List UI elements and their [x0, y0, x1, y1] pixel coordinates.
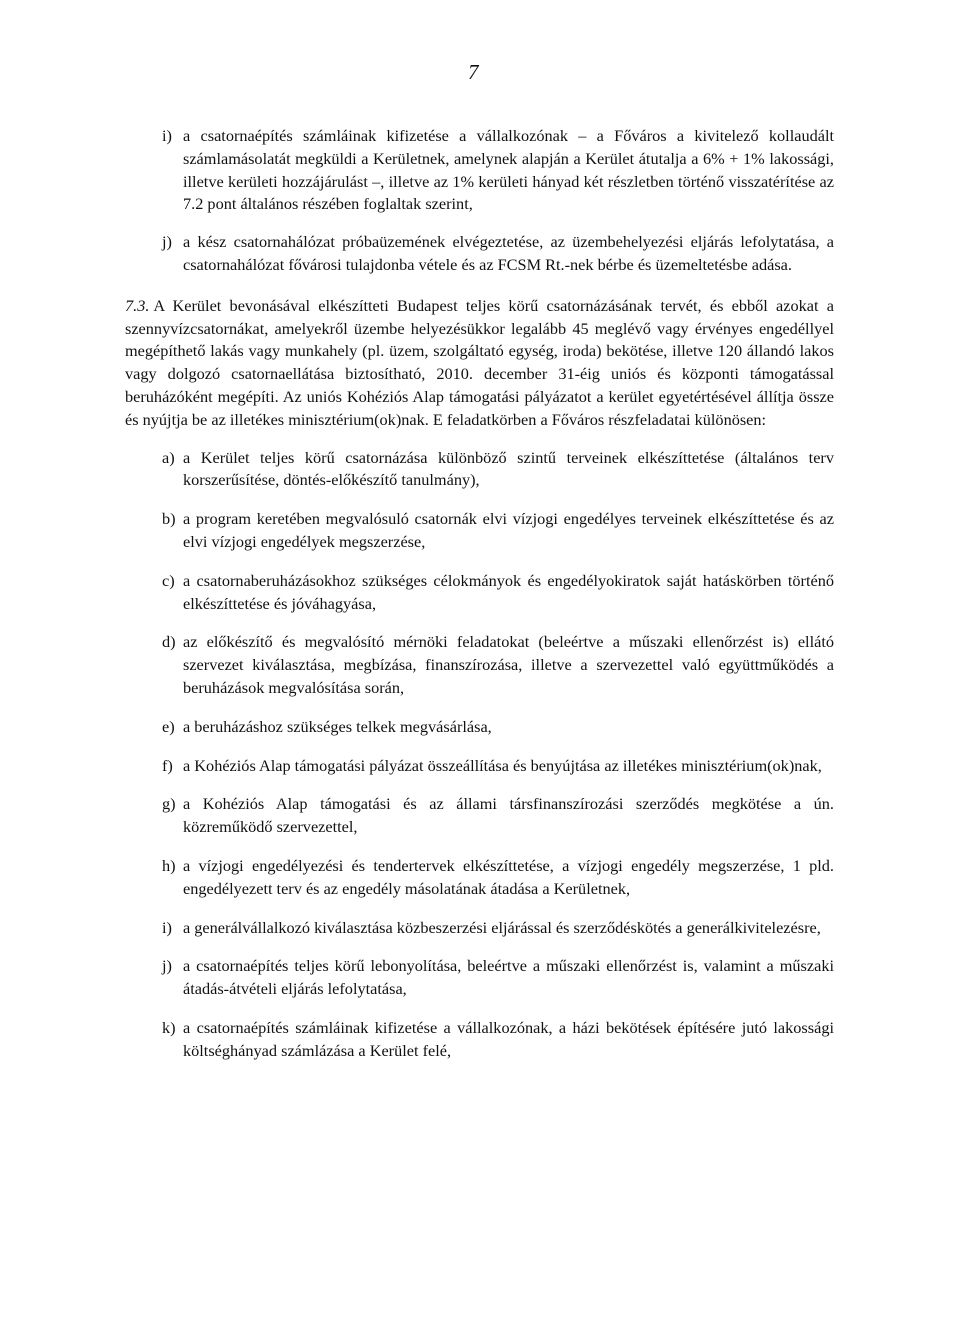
list-item-label: e) — [162, 716, 175, 736]
list-item — [162, 793, 834, 839]
list-item-text: a csatornaberuházásokhoz szükséges célokmányok és engedélyokiratok saját hatáskörben történő elkészíttetése és jóváhagyása, — [183, 570, 834, 613]
list-item-label: a) — [162, 447, 175, 467]
list-item — [162, 570, 834, 616]
list-item — [162, 917, 834, 940]
list-item — [162, 716, 834, 739]
page-number: 7 — [468, 60, 479, 84]
list-item-i — [162, 125, 834, 216]
section-number: 7.3. — [125, 295, 150, 315]
list-item-label: j) — [162, 232, 172, 252]
list-item-label: b) — [162, 509, 176, 529]
list-item — [162, 855, 834, 901]
list-item-text: az előkészítő és megvalósító mérnöki feladatokat (beleértve a műszaki ellenőrzést is) ellátó szervezet kiválasztása, megbízása, finanszírozása, illetve a szervezettel való együttműködés a beruházások megvalósítása során, — [183, 632, 834, 697]
list-item-label: f) — [162, 755, 173, 775]
list-item-text: a kész csatornahálózat próbaüzemének elvégeztetése, az üzembehelyezési eljárás lefolytatása, a csatornahálózat fővárosi tulajdonba vétele és az FCSM Rt.-nek bérbe és üzemeltetésbe adása. — [183, 232, 834, 274]
list-item-label: j) — [162, 956, 172, 976]
list-item-text: a csatornaépítés számláinak kifizetése a vállalkozónak, a házi bekötések építésére jutó lakossági költséghányad számlázása a Kerület felé, — [183, 1017, 834, 1060]
subtask-list — [162, 447, 834, 1063]
list-item — [162, 1017, 834, 1063]
section-7-3 — [125, 295, 834, 432]
list-item — [162, 955, 834, 1001]
list-item — [162, 447, 834, 493]
list-item-text: a Kohéziós Alap támogatási pályázat összeállítása és benyújtása az illetékes minisztérium(ok)nak, — [183, 755, 822, 775]
list-item-text: a Kerület teljes körű csatornázása különböző szintű terveinek elkészíttetése (általános terv korszerűsítése, döntés-előkészítő tanulmány), — [183, 447, 834, 490]
list-item-text: a csatornaépítés teljes körű lebonyolítása, beleértve a műszaki ellenőrzést is, valamint a műszaki átadás-átvételi eljárás lefolytatása, — [183, 956, 834, 999]
list-item — [162, 508, 834, 554]
list-item-label: d) — [162, 632, 176, 652]
list-item — [162, 631, 834, 699]
list-item-label: k) — [162, 1017, 176, 1037]
document-body — [125, 125, 834, 1079]
list-item — [162, 755, 834, 778]
list-item-label: i) — [162, 126, 172, 145]
list-item-label: i) — [162, 917, 172, 937]
list-item-label: h) — [162, 855, 176, 875]
list-item-text: a program keretében megvalósuló csatornák elvi vízjogi engedélyes terveinek elkészíttetése és az elvi vízjogi engedélyek megszerzése, — [183, 509, 834, 551]
list-item-label: g) — [162, 794, 176, 814]
list-item-text: a csatornaépítés számláinak kifizetése a vállalkozónak – a Főváros a kivitelező kollaudált számlamásolatát megküldi a Kerületnek, amelynek alapján a Kerület átutalja a 6% + 1% lakossági, illetve kerületi hozzájárulást –, illetve az 1% kerületi hányad két részletben történő visszatérítése az 7.2 pont általános részében foglaltak szerint, — [183, 126, 834, 214]
list-item-text: a generálvállalkozó kiválasztása közbeszerzési eljárással és szerződéskötés a generálkivitelezésre, — [183, 917, 821, 937]
list-item-j — [162, 231, 834, 277]
list-item-text: a beruházáshoz szükséges telkek megvásárlása, — [183, 716, 492, 736]
list-item-text: a vízjogi engedélyezési és tendertervek elkészíttetése, a vízjogi engedély megszerzése, 1 pld. engedélyezett terv és az engedély másolatának átadása a Kerületnek, — [183, 855, 834, 898]
list-item-label: c) — [162, 570, 175, 590]
list-item-text: a Kohéziós Alap támogatási és az állami társfinanszírozási szerződés megkötése a ún. közreműködő szervezettel, — [183, 794, 834, 837]
section-text: A Kerület bevonásával elkészítteti Budapest teljes körű csatornázásának tervét, és ebből azokat a szennyvízcsatornákat, amelyekről üzembe helyezésükkor legalább 45 meglévő vagy érvényes engedéllyel megépíthető lakás vagy munkahely (pl. üzem, szolgáltató egység, iroda) bekötése, illetve 120 állandó lakos vagy dolgozó csatornaellátása biztosítható, 2010. december 31-éig uniós és központi támogatással beruházóként megépíti. Az uniós Kohéziós Alap támogatási pályázatot a kerület egyetértésével állítja össze és nyújtja be az illetékes minisztérium(ok)nak. E feladatkörben a Főváros részfeladatai különösen: — [125, 295, 834, 429]
